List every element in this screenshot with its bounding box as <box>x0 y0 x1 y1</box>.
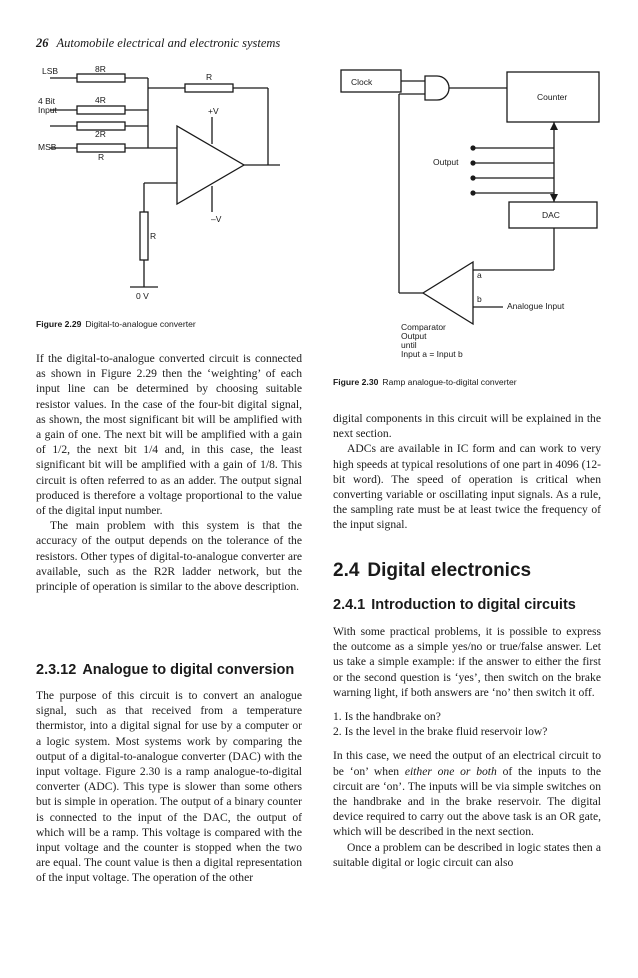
or-gate-text-emphasis: either one or both <box>404 764 497 778</box>
comparator-symbol <box>423 262 473 324</box>
figure-2-30-caption-text: Ramp analogue-to-digital converter <box>382 377 517 387</box>
counter-label: Counter <box>537 92 568 102</box>
vplus-label: +V <box>208 106 219 116</box>
input-b-label: b <box>477 294 482 304</box>
running-title: Automobile electrical and electronic systems <box>56 36 281 50</box>
resistor-r-label: R <box>98 152 105 162</box>
figure-2-29-caption-text: Digital-to-analogue converter <box>85 319 196 329</box>
section-2-4-1-title: Introduction to digital circuits <box>371 597 576 613</box>
paragraph-or-gate <box>333 748 601 839</box>
input-label-line1: 4 Bit <box>38 96 56 106</box>
paragraph-dac-weighting: If the digital-to-analogue converted circuit is connected as shown in Figure 2.29 then the ‘weighting’ of each input line can be determined by choosing suitable resistor values. In the case of the four-bit digital signal, as shown, the most significant bit will be amplified with a gain of one. The next bit will be amplified with a gain of 1/2, the next bit 1/4 and, in this case, the least significant bit will be amplified with a gain of 1/8. This circuit is often referred to as an adder. The output signal produced is therefore a voltage proportional to the value of the digital input number. <box>36 352 302 518</box>
section-2-4-number: 2.4 <box>333 560 360 581</box>
section-heading-2-4-1 <box>333 596 601 614</box>
section-heading-2-3-12 <box>36 661 302 679</box>
vminus-label: –V <box>211 214 222 224</box>
section-title: Analogue to digital conversion <box>82 662 295 678</box>
paragraph-digital-components: digital components in this circuit will be explained in the next section. <box>333 412 601 441</box>
question-item: 1. Is the handbrake on? <box>333 710 441 724</box>
figure-2-30-adc-diagram <box>333 62 605 362</box>
or-gate-text-start: In this case, we need the output of an electrical circuit to be ‘on’ when <box>333 749 601 778</box>
paragraph-logic-states: Once a problem can be described in logic states then a suitable digital or logic circuit can also <box>333 840 601 869</box>
question-item: 2. Is the level in the brake fluid reservoir low? <box>333 725 548 739</box>
figure-2-29-dac-diagram <box>36 62 306 312</box>
feedback-resistor-label: R <box>206 72 213 82</box>
ground-resistor-label: R <box>150 231 157 241</box>
resistor-4r-label: 4R <box>95 95 106 105</box>
ground-label: 0 V <box>136 291 149 301</box>
and-gate-symbol <box>425 76 449 100</box>
comparator-note-line3: until <box>401 340 417 350</box>
section-2-3-12 <box>36 661 302 886</box>
input-label-line2: Input <box>38 105 57 115</box>
running-header <box>36 36 280 51</box>
paragraph-adc-ic: ADCs are available in IC form and can work to very high speeds at typical resolutions of one part in 4096 (12-bit word). The speed of operation is critical when converting variable or oscillating input signals. As a rule, the sampling rate must be at least twice the frequency of the input signal. <box>333 442 601 532</box>
or-gate-text-end: of the inputs to the circuit are ‘on’. The inputs will be via simple switches on the handbrake and in the brake reservoir. The digital device required to carry out the above task is an OR gate, which will be described in the next section. <box>333 764 601 839</box>
figure-2-29-caption-label: Figure 2.29 <box>36 319 82 329</box>
figure-2-29-caption <box>36 319 196 329</box>
left-column-top <box>36 351 302 594</box>
paragraph-dac-accuracy: The main problem with this system is that the accuracy of the output depends on the tolerance of the resistors. Other types of digital-to-analogue converter are available, such as the R2R ladder network, but the principle of operation is similar to the above description. <box>36 519 302 594</box>
right-column-top <box>333 411 601 533</box>
figure-2-30-caption <box>333 377 517 387</box>
paragraph-adc-purpose: The purpose of this circuit is to convert an analogue signal, such as that received from a temperature thermistor, into a digital signal for use by a computer or a logic system. Most systems work by comparing the output of a digital-to-analogue converter (DAC) with the input voltage. Figure 2.30 is a ramp analogue-to-digital converter (ADC). This type is slower than some others but is simple in operation. The output of a binary counter is connected to the input of the DAC, the output of which will be a ramp. This voltage is compared with the input voltage and the counter is stopped when the two are equal. The count value is then a digital representation of the input voltage. The operation of the other <box>36 689 302 885</box>
figure-2-30-caption-label: Figure 2.30 <box>333 377 379 387</box>
dac-label: DAC <box>542 210 560 220</box>
section-number: 2.3.12 <box>36 662 77 678</box>
comparator-note-line4: Input a = Input b <box>401 349 463 359</box>
section-2-4-1-number: 2.4.1 <box>333 597 366 613</box>
page-number: 26 <box>36 36 49 50</box>
paragraph-yes-no: With some practical problems, it is possible to express the outcome as a simple yes/no or true/false answer. Let us take a simple example: if the answer to either the first or the second question is ‘yes’, then switch on the brake warning light, if both answers are ‘no’ then switch it off. <box>333 625 601 699</box>
msb-label: MSB <box>38 142 57 152</box>
comparator-note-line2: Output <box>401 331 427 341</box>
clock-label: Clock <box>351 77 373 87</box>
section-2-4 <box>333 560 601 870</box>
resistor-8r-label: 8R <box>95 64 106 74</box>
question-list <box>333 709 601 739</box>
analogue-input-label: Analogue Input <box>507 301 565 311</box>
section-2-4-title: Digital electronics <box>367 560 532 581</box>
input-a-label: a <box>477 270 482 280</box>
output-label: Output <box>433 157 459 167</box>
section-heading-2-4 <box>333 560 601 582</box>
comparator-note-line1: Comparator <box>401 322 446 332</box>
lsb-label: LSB <box>42 66 59 76</box>
resistor-2r-label: 2R <box>95 129 106 139</box>
